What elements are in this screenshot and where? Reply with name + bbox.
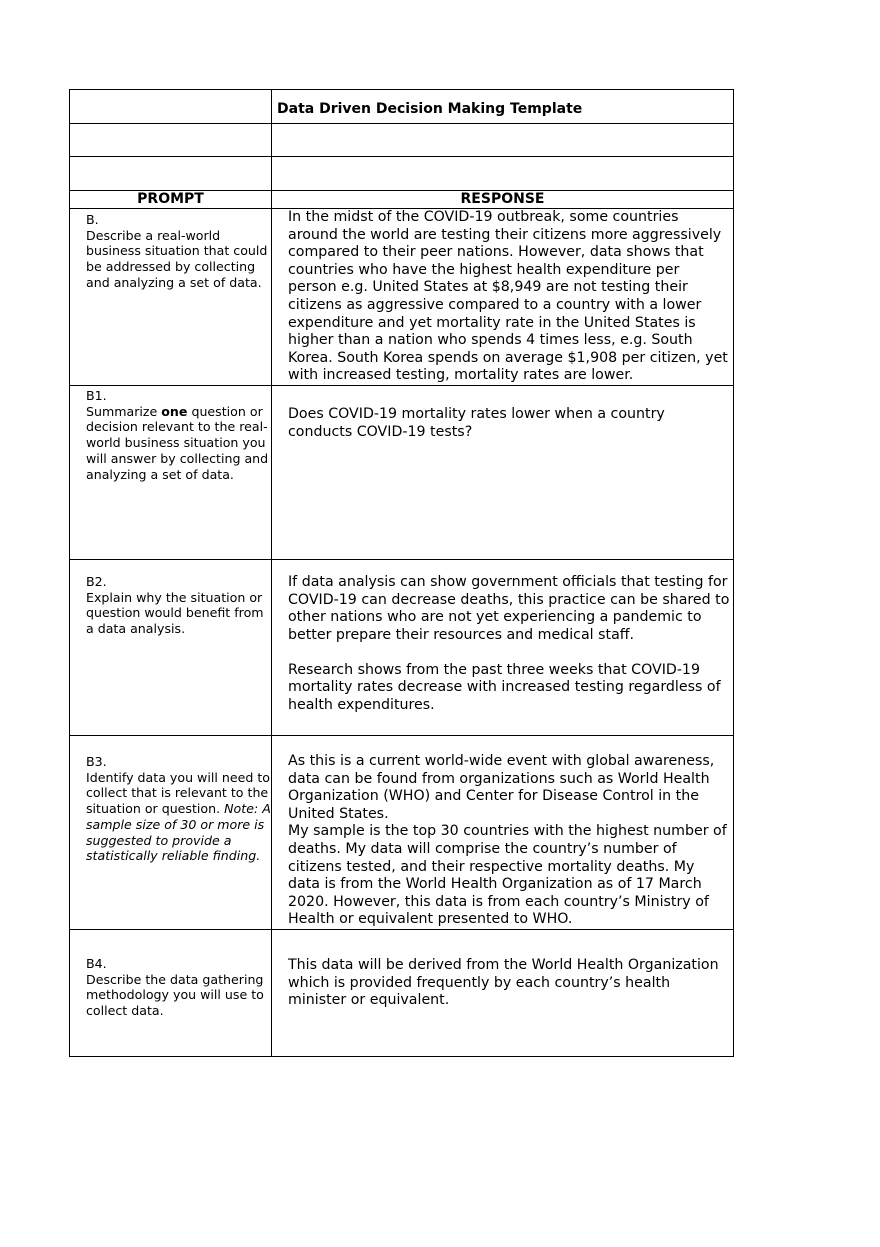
response-text: This data will be derived from the World Health Organization which is provided frequently by each country’s health minister or equivalent. [288,956,719,1009]
table-row-b [70,209,734,386]
blank-cell [70,157,272,191]
table-row-b3 [70,736,734,930]
title-left-cell [70,90,272,124]
prompt-text-post: question or decision relevant to the real-world business situation you will answer by collecting and analyzing a set of data. [86,403,269,482]
template-table [69,89,734,1057]
blank-row-1 [70,124,734,157]
blank-row-2 [70,157,734,191]
blank-cell [272,157,734,191]
response-paragraph: If data analysis can show government officials that testing for COVID-19 can decrease deaths, this practice can be shared to other nations who are not yet experiencing a pandemic to better prepare their resources and medical staff. [288,574,730,643]
response-header: RESPONSE [272,191,734,209]
title-row [70,90,734,124]
prompt-text-bold: one [161,403,188,419]
prompt-code: B4. [86,955,107,971]
response-paragraph: Research shows from the past three weeks that COVID-19 mortality rates decrease with increased testing regardless of health expenditures. [288,661,721,714]
prompt-cell [70,929,272,1056]
prompt-text: Describe the data gathering methodology you will use to collect data. [86,971,264,1019]
prompt-text: Describe a real-world business situation that could be addressed by collecting and analyzing a set of data. [86,227,268,290]
response-paragraph: My sample is the top 30 countries with the highest number of deaths. My data will comprise the country’s number of citizens tested, and their respective mortality deaths. My data is from the World Health Organization as of 17 March 2020. However, this data is from each country’s Ministry of Health or equivalent presented to WHO. [288,823,727,928]
table-row-b2 [70,560,734,736]
response-cell [272,386,734,560]
prompt-code: B2. [86,574,107,589]
prompt-text: Explain why the situation or question would benefit from a data analysis. [86,589,264,637]
prompt-code: B. [86,212,99,227]
prompt-code: B3. [86,754,107,769]
prompt-code: B1. [86,388,107,403]
response-paragraph: As this is a current world-wide event with global awareness, data can be found from organizations such as World Health Organization (WHO) and Center for Disease Control in the United States. [288,753,715,822]
prompt-cell [70,209,272,386]
response-cell [272,560,734,736]
prompt-text-pre: Summarize [86,403,162,419]
prompt-note: Note: A sample size of 30 or more is suggested to provide a statistically reliable finding. [86,801,271,864]
table-row-b1 [70,386,734,560]
prompt-cell [70,736,272,930]
prompt-header: PROMPT [70,191,272,209]
response-text: In the midst of the COVID-19 outbreak, some countries around the world are testing their citizens more aggressively compared to their peer nations. However, data shows that countries who have the highest health expenditure per person e.g. United States at $8,949 are not testing their citizens as aggressive compared to a country with a lower expenditure and yet mortality rate in the United States is higher than a nation who spends 4 times less, e.g. South Korea. South Korea spends on average $1,908 per citizen, yet with increased testing, mortality rates are lower. [288,209,728,384]
prompt-text: Identify data you will need to collect that is relevant to the situation or question. [86,769,270,817]
page-title: Data Driven Decision Making Template [272,90,734,124]
response-text: Does COVID-19 mortality rates lower when a country conducts COVID-19 tests? [288,406,665,440]
response-cell [272,929,734,1056]
prompt-cell [70,560,272,736]
prompt-cell [70,386,272,560]
blank-cell [272,124,734,157]
blank-cell [70,124,272,157]
header-row [70,191,734,209]
response-cell [272,736,734,930]
response-cell [272,209,734,386]
table-row-b4 [70,929,734,1056]
